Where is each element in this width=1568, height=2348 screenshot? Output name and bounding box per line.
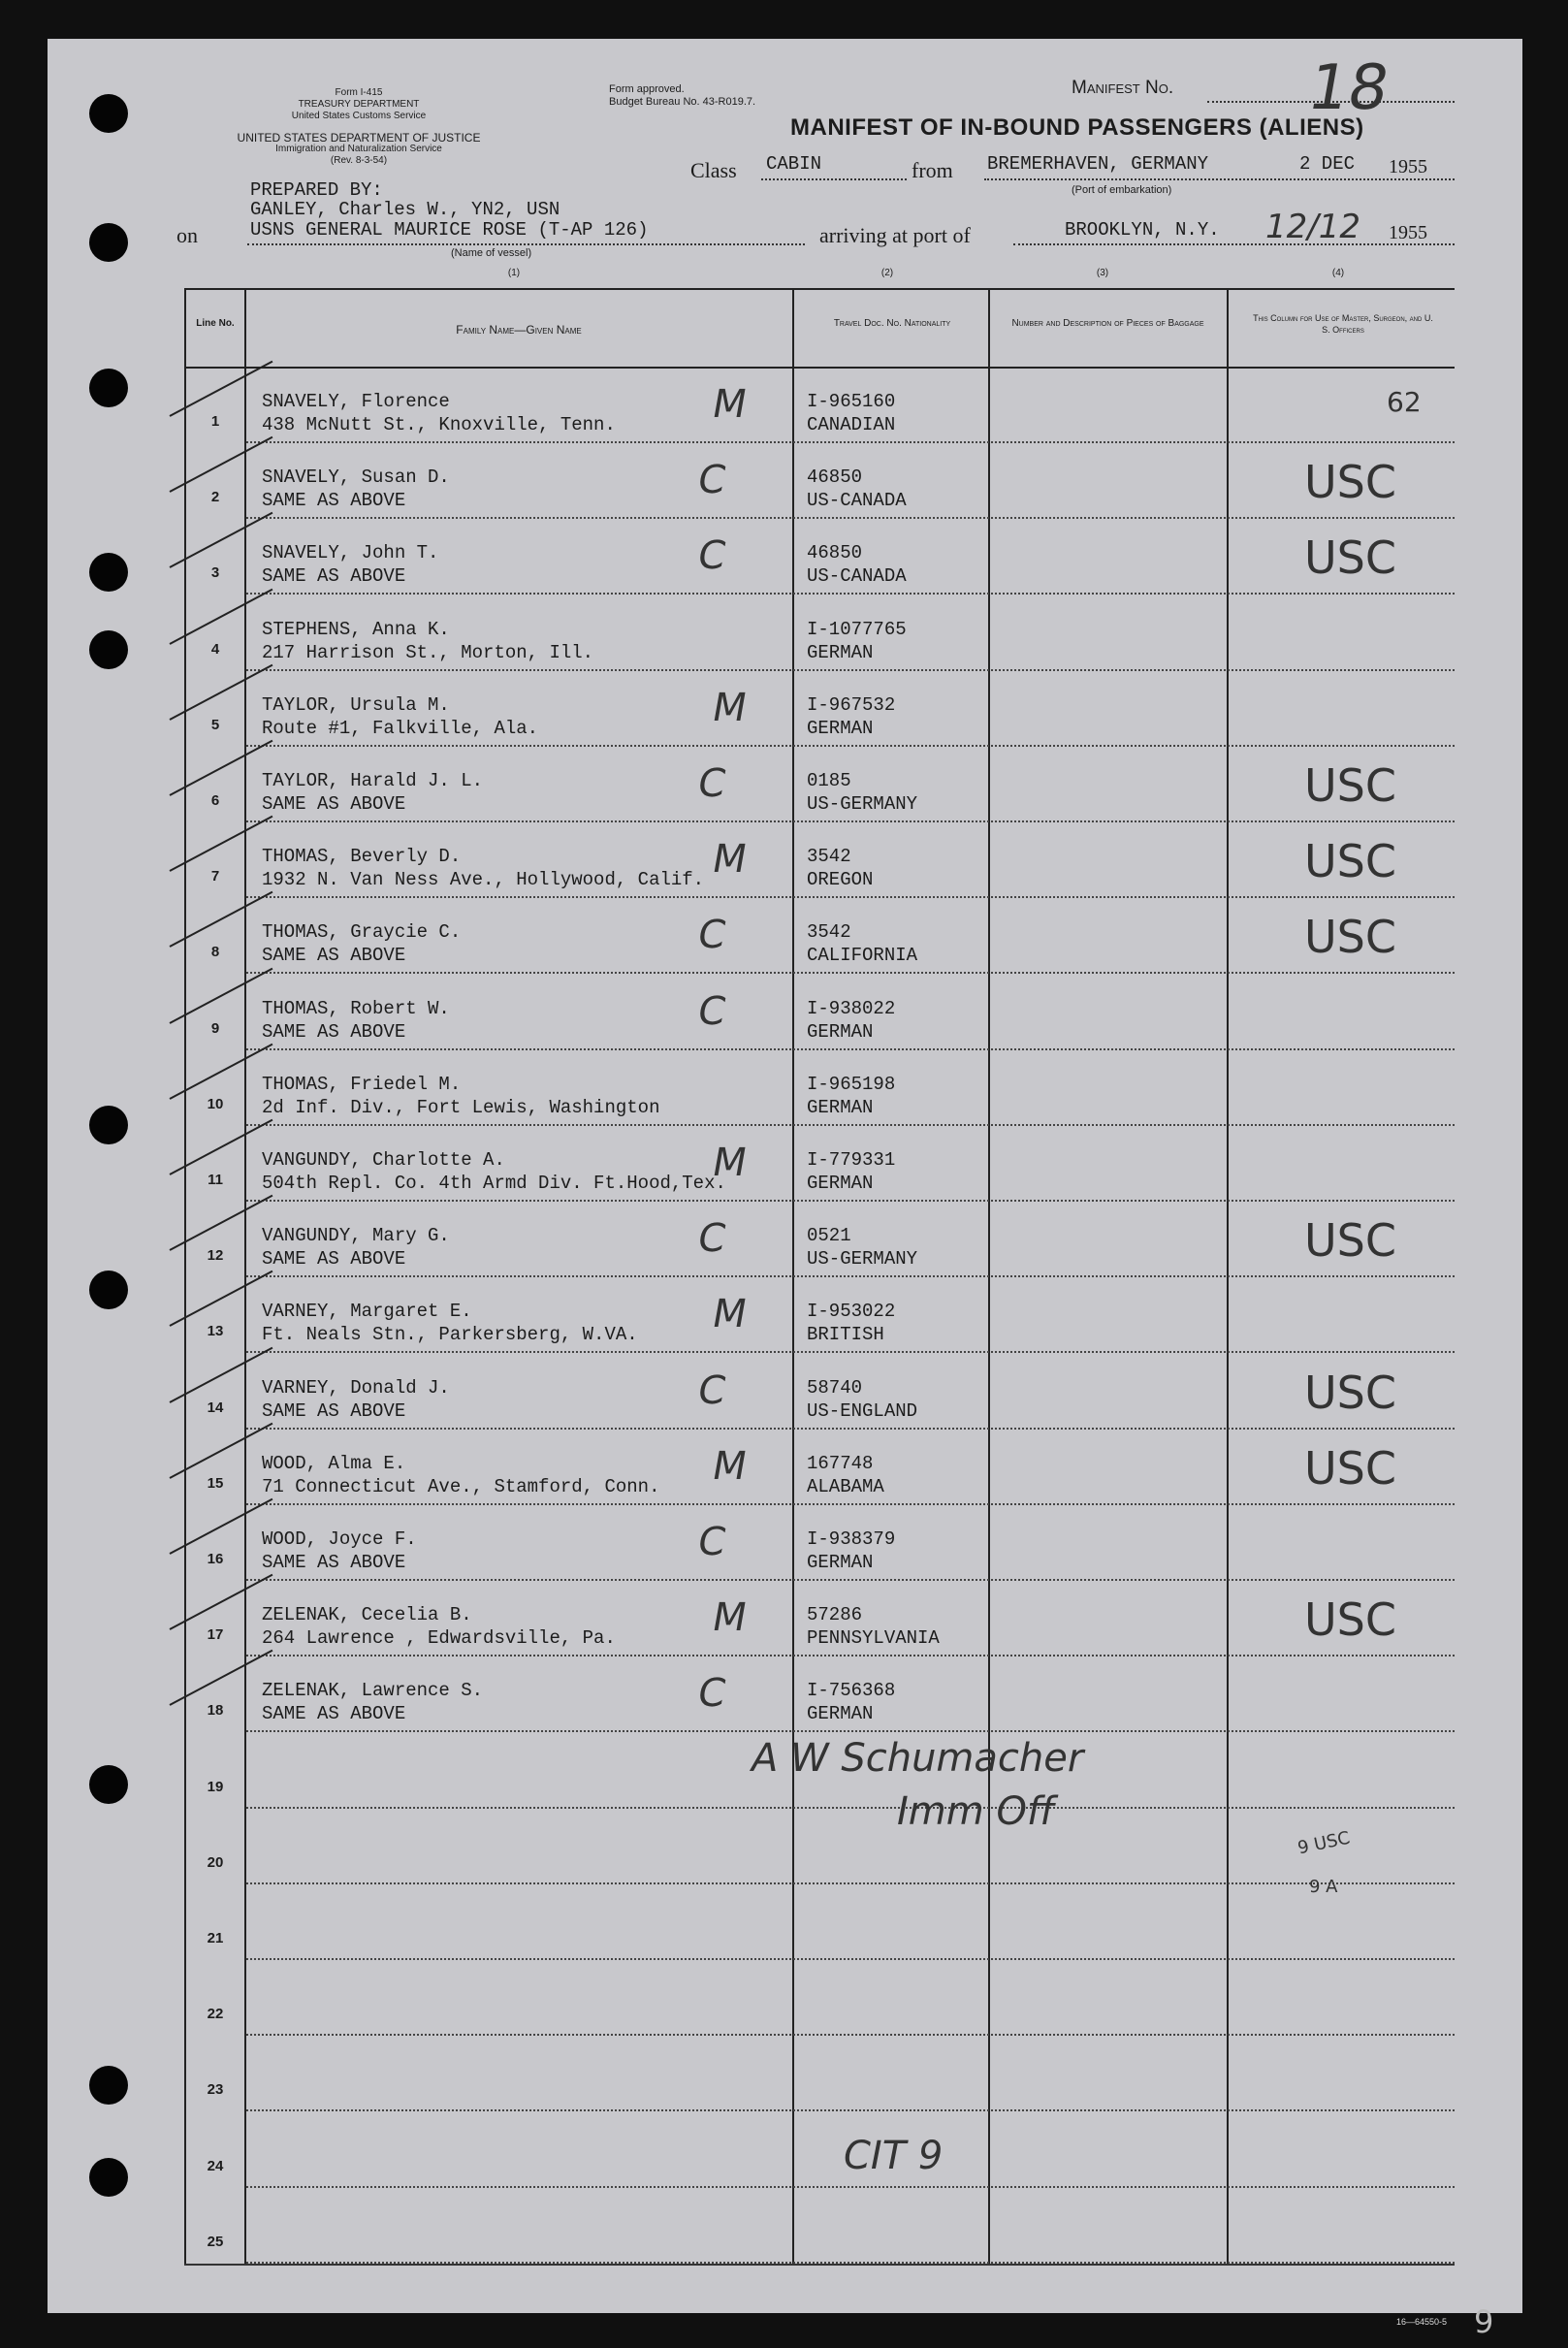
line-number: 20	[207, 1854, 224, 1871]
line-number: 16	[207, 1551, 224, 1567]
travel-doc-number: 57286	[807, 1604, 863, 1625]
preparer: GANLEY, Charles W., YN2, USN	[250, 199, 560, 220]
travel-doc-number: 0185	[807, 770, 851, 791]
line-number: 6	[210, 792, 220, 809]
line-number: 14	[207, 1399, 224, 1416]
row-divider	[246, 441, 1455, 443]
row-divider	[246, 1958, 1455, 1960]
line-number: 25	[207, 2234, 224, 2250]
row-divider	[246, 2186, 1455, 2188]
nationality: GERMAN	[807, 1021, 874, 1043]
punch-hole	[89, 1765, 128, 1804]
travel-doc-number: 46850	[807, 466, 863, 488]
nationality: US-CANADA	[807, 565, 907, 587]
passenger-address: Ft. Neals Stn., Parkersberg, W.VA.	[262, 1324, 638, 1345]
punch-hole	[89, 369, 128, 407]
passenger-address: 264 Lawrence , Edwardsville, Pa.	[262, 1627, 616, 1649]
col-num-3: (3)	[1096, 268, 1109, 278]
arrival-year: 1955	[1389, 222, 1427, 243]
punch-hole	[89, 1270, 128, 1309]
handwritten-mark: M	[708, 686, 751, 730]
punch-hole	[89, 630, 128, 669]
officer-annotation: 62	[1387, 386, 1422, 418]
handwritten-mark: M	[708, 382, 751, 427]
passenger-name: WOOD, Joyce F.	[262, 1528, 417, 1550]
nationality: CALIFORNIA	[807, 945, 918, 966]
nationality: US-GERMANY	[807, 1248, 918, 1270]
handwritten-mark: C	[693, 458, 729, 502]
passenger-address: SAME AS ABOVE	[262, 1021, 406, 1043]
passenger-address: 2d Inf. Div., Fort Lewis, Washington	[262, 1097, 660, 1118]
nationality: US-ENGLAND	[807, 1400, 918, 1422]
passenger-name: THOMAS, Graycie C.	[262, 921, 462, 943]
row-divider	[246, 2034, 1455, 2036]
vessel-note: (Name of vessel)	[451, 247, 532, 259]
officer-signature: A W Schumacher	[752, 1736, 1084, 1781]
passenger-name: THOMAS, Friedel M.	[262, 1074, 462, 1095]
line-number: 2	[210, 489, 220, 505]
passenger-address: SAME AS ABOVE	[262, 1703, 406, 1724]
passenger-address: 71 Connecticut Ave., Stamford, Conn.	[262, 1476, 660, 1497]
passenger-name: VANGUNDY, Charlotte A.	[262, 1149, 505, 1171]
nationality: GERMAN	[807, 1703, 874, 1724]
passenger-address: 504th Repl. Co. 4th Armd Div. Ft.Hood,Tex.	[262, 1173, 726, 1194]
departure-year: 1955	[1389, 156, 1427, 177]
travel-doc-number: I-965160	[807, 391, 896, 412]
travel-doc-number: I-779331	[807, 1149, 896, 1171]
nationality: OREGON	[807, 869, 874, 890]
officer-annotation: USC	[1304, 911, 1396, 963]
form-approved: Form approved.	[609, 83, 685, 95]
line-number: 21	[207, 1930, 224, 1946]
handwritten-mark: M	[708, 1595, 751, 1640]
passenger-address: SAME AS ABOVE	[262, 490, 406, 511]
handwritten-mark: C	[693, 533, 729, 578]
row-divider	[246, 669, 1455, 671]
header-name: Family Name—Given Name	[456, 323, 582, 337]
officer-annotation: USC	[1304, 835, 1396, 887]
header-officers: This Column for Use of Master, Surgeon, and U. S. Officers	[1253, 313, 1433, 335]
row-divider	[246, 972, 1455, 974]
passenger-address: 438 McNutt St., Knoxville, Tenn.	[262, 414, 616, 435]
row-divider	[246, 2109, 1455, 2111]
row-divider	[246, 1428, 1455, 1430]
passenger-name: ZELENAK, Cecelia B.	[262, 1604, 472, 1625]
travel-doc-number: I-1077765	[807, 619, 907, 640]
line-number: 9	[210, 1020, 220, 1037]
line-number: 4	[210, 641, 220, 658]
line-number: 13	[207, 1323, 224, 1339]
punch-hole	[89, 223, 128, 262]
row-divider	[246, 1351, 1455, 1353]
line-number: 11	[208, 1172, 223, 1188]
row-divider	[246, 593, 1455, 595]
officer-title-signature: Imm Off	[897, 1789, 1055, 1834]
row-divider	[246, 1048, 1455, 1050]
port-embarkation-value: BREMERHAVEN, GERMANY	[987, 153, 1209, 175]
officer-annotation: USC	[1304, 759, 1396, 812]
passenger-address: SAME AS ABOVE	[262, 945, 406, 966]
line-number: 18	[207, 1702, 224, 1719]
from-label: from	[912, 158, 953, 182]
cit-count: CIT 9	[844, 2134, 944, 2178]
row-divider	[246, 517, 1455, 519]
budget-bureau: Budget Bureau No. 43-R019.7.	[609, 96, 756, 108]
line-number: 22	[207, 2006, 224, 2022]
nationality: US-CANADA	[807, 490, 907, 511]
line-number: 8	[210, 944, 220, 960]
passenger-name: THOMAS, Robert W.	[262, 998, 450, 1019]
on-label: on	[176, 223, 198, 247]
arriving-label: arriving at port of	[819, 223, 971, 247]
port-embarkation-note: (Port of embarkation)	[1072, 184, 1172, 196]
row-divider	[246, 1882, 1455, 1884]
nationality: GERMAN	[807, 1173, 874, 1194]
passenger-name: ZELENAK, Lawrence S.	[262, 1680, 484, 1701]
punch-hole	[89, 1106, 128, 1144]
row-divider	[246, 1200, 1455, 1202]
line-number: 1	[210, 413, 220, 430]
tally-usc: 9 USC	[1296, 1827, 1352, 1859]
arrival-port: BROOKLYN, N.Y.	[1065, 219, 1220, 241]
approval-block	[609, 83, 803, 109]
travel-doc-number: 58740	[807, 1377, 863, 1399]
nationality: GERMAN	[807, 642, 874, 663]
department: TREASURY DEPARTMENT	[298, 99, 420, 110]
travel-doc-number: I-953022	[807, 1301, 896, 1322]
form-header-left	[242, 87, 475, 122]
officer-annotation: USC	[1304, 456, 1396, 508]
line-number: 23	[207, 2081, 224, 2098]
handwritten-mark: C	[693, 761, 729, 806]
form-title: MANIFEST OF IN-BOUND PASSENGERS (ALIENS)	[790, 114, 1364, 141]
handwritten-mark: C	[693, 1216, 729, 1261]
line-number: 24	[207, 2158, 224, 2174]
passenger-address: 1932 N. Van Ness Ave., Hollywood, Calif.	[262, 869, 705, 890]
handwritten-mark: M	[708, 837, 751, 882]
handwritten-mark: C	[693, 913, 729, 957]
header-line-no: Line No.	[196, 318, 235, 329]
ins: Immigration and Naturalization Service	[275, 144, 442, 154]
passenger-name: SNAVELY, John T.	[262, 542, 439, 563]
arrival-line	[1013, 243, 1455, 245]
passenger-name: VARNEY, Margaret E.	[262, 1301, 472, 1322]
nationality: BRITISH	[807, 1324, 884, 1345]
customs-service: United States Customs Service	[291, 111, 427, 121]
line-number: 5	[210, 717, 220, 733]
passenger-address: SAME AS ABOVE	[262, 565, 406, 587]
officer-annotation: USC	[1304, 531, 1396, 584]
row-divider	[246, 1124, 1455, 1126]
handwritten-mark: M	[708, 1141, 751, 1185]
punch-hole	[89, 553, 128, 592]
passenger-name: TAYLOR, Harald J. L.	[262, 770, 484, 791]
departure-date: 2 DEC	[1299, 153, 1356, 175]
header-baggage: Number and Description of Pieces of Baggage	[1011, 318, 1204, 329]
passenger-name: VARNEY, Donald J.	[262, 1377, 450, 1399]
nationality: GERMAN	[807, 1552, 874, 1573]
nationality: ALABAMA	[807, 1476, 884, 1497]
row-divider	[246, 1503, 1455, 1505]
passenger-name: WOOD, Alma E.	[262, 1453, 406, 1474]
travel-doc-number: I-938379	[807, 1528, 896, 1550]
passenger-name: SNAVELY, Susan D.	[262, 466, 450, 488]
officer-annotation: USC	[1304, 1367, 1396, 1419]
passenger-name: VANGUNDY, Mary G.	[262, 1225, 450, 1246]
header-bottom-border	[184, 367, 1455, 369]
travel-doc-number: 46850	[807, 542, 863, 563]
officer-annotation: USC	[1304, 1442, 1396, 1495]
nationality: PENNSYLVANIA	[807, 1627, 940, 1649]
punch-hole	[89, 2066, 128, 2105]
col-num-2: (2)	[880, 268, 894, 278]
passenger-name: THOMAS, Beverly D.	[262, 846, 462, 867]
from-line	[984, 178, 1455, 180]
row-divider	[246, 1275, 1455, 1277]
line-number: 19	[207, 1779, 224, 1795]
travel-doc-number: I-965198	[807, 1074, 896, 1095]
handwritten-mark: C	[693, 1368, 729, 1413]
revision: (Rev. 8-3-54)	[330, 155, 388, 166]
handwritten-mark: M	[708, 1444, 751, 1489]
line-number: 15	[207, 1475, 224, 1492]
class-line	[761, 178, 907, 180]
line-number: 12	[207, 1247, 224, 1264]
manifest-number-label: Manifest No.	[1072, 78, 1174, 98]
form-number: Form I-415	[335, 87, 383, 98]
prepared-by-label: PREPARED BY:	[250, 179, 383, 201]
line-number: 3	[210, 564, 220, 581]
table-bottom-border	[184, 2264, 1455, 2266]
manifest-number-value: 18	[1302, 52, 1394, 124]
travel-doc-number: 3542	[807, 846, 851, 867]
passenger-address: SAME AS ABOVE	[262, 1400, 406, 1422]
col-num-4: (4)	[1331, 268, 1345, 278]
travel-doc-number: I-967532	[807, 694, 896, 716]
passenger-name: SNAVELY, Florence	[262, 391, 450, 412]
table-left-border	[184, 288, 186, 2264]
passenger-address: SAME AS ABOVE	[262, 1248, 406, 1270]
class-value: CABIN	[766, 153, 822, 175]
passenger-address: SAME AS ABOVE	[262, 1552, 406, 1573]
row-divider	[246, 896, 1455, 898]
row-divider	[246, 1579, 1455, 1581]
nationality: US-GERMANY	[807, 793, 918, 815]
punch-hole	[89, 2158, 128, 2197]
officer-annotation: USC	[1304, 1214, 1396, 1267]
row-divider	[246, 745, 1455, 747]
line-number: 17	[207, 1626, 224, 1643]
header-travel: Travel Doc. No. Nationality	[833, 318, 951, 329]
punch-hole	[89, 94, 128, 133]
passenger-name: STEPHENS, Anna K.	[262, 619, 450, 640]
travel-doc-number: I-938022	[807, 998, 896, 1019]
nationality: CANADIAN	[807, 414, 896, 435]
passenger-name: TAYLOR, Ursula M.	[262, 694, 450, 716]
arrival-date: 12/12	[1265, 208, 1360, 246]
travel-doc-number: 0521	[807, 1225, 851, 1246]
doj-header	[165, 132, 553, 167]
handwritten-mark: C	[693, 1671, 729, 1716]
handwritten-mark: M	[708, 1292, 751, 1336]
col-num-1: (1)	[507, 268, 521, 278]
nationality: GERMAN	[807, 718, 874, 739]
travel-doc-number: 167748	[807, 1453, 874, 1474]
officer-annotation: USC	[1304, 1593, 1396, 1646]
passenger-address: Route #1, Falkville, Ala.	[262, 718, 539, 739]
row-divider	[246, 1807, 1455, 1809]
class-label: Class	[690, 158, 737, 182]
nationality: GERMAN	[807, 1097, 874, 1118]
tally-a: 9 A	[1309, 1877, 1338, 1897]
vessel-name: USNS GENERAL MAURICE ROSE (T-AP 126)	[250, 219, 649, 241]
footer-code: 16—64550-5	[1396, 2317, 1448, 2327]
line-number: 7	[210, 868, 220, 885]
passenger-address: 217 Harrison St., Morton, Ill.	[262, 642, 594, 663]
page-mark: 9	[1474, 2303, 1494, 2340]
row-divider	[246, 1655, 1455, 1656]
row-divider	[246, 820, 1455, 822]
vessel-line	[247, 243, 805, 245]
handwritten-mark: C	[693, 989, 729, 1034]
travel-doc-number: I-756368	[807, 1680, 896, 1701]
table-top-border	[184, 288, 1455, 290]
doj: UNITED STATES DEPARTMENT OF JUSTICE	[237, 131, 481, 145]
line-number: 10	[207, 1096, 224, 1112]
row-divider	[246, 1730, 1455, 1732]
travel-doc-number: 3542	[807, 921, 851, 943]
passenger-address: SAME AS ABOVE	[262, 793, 406, 815]
handwritten-mark: C	[693, 1520, 729, 1564]
